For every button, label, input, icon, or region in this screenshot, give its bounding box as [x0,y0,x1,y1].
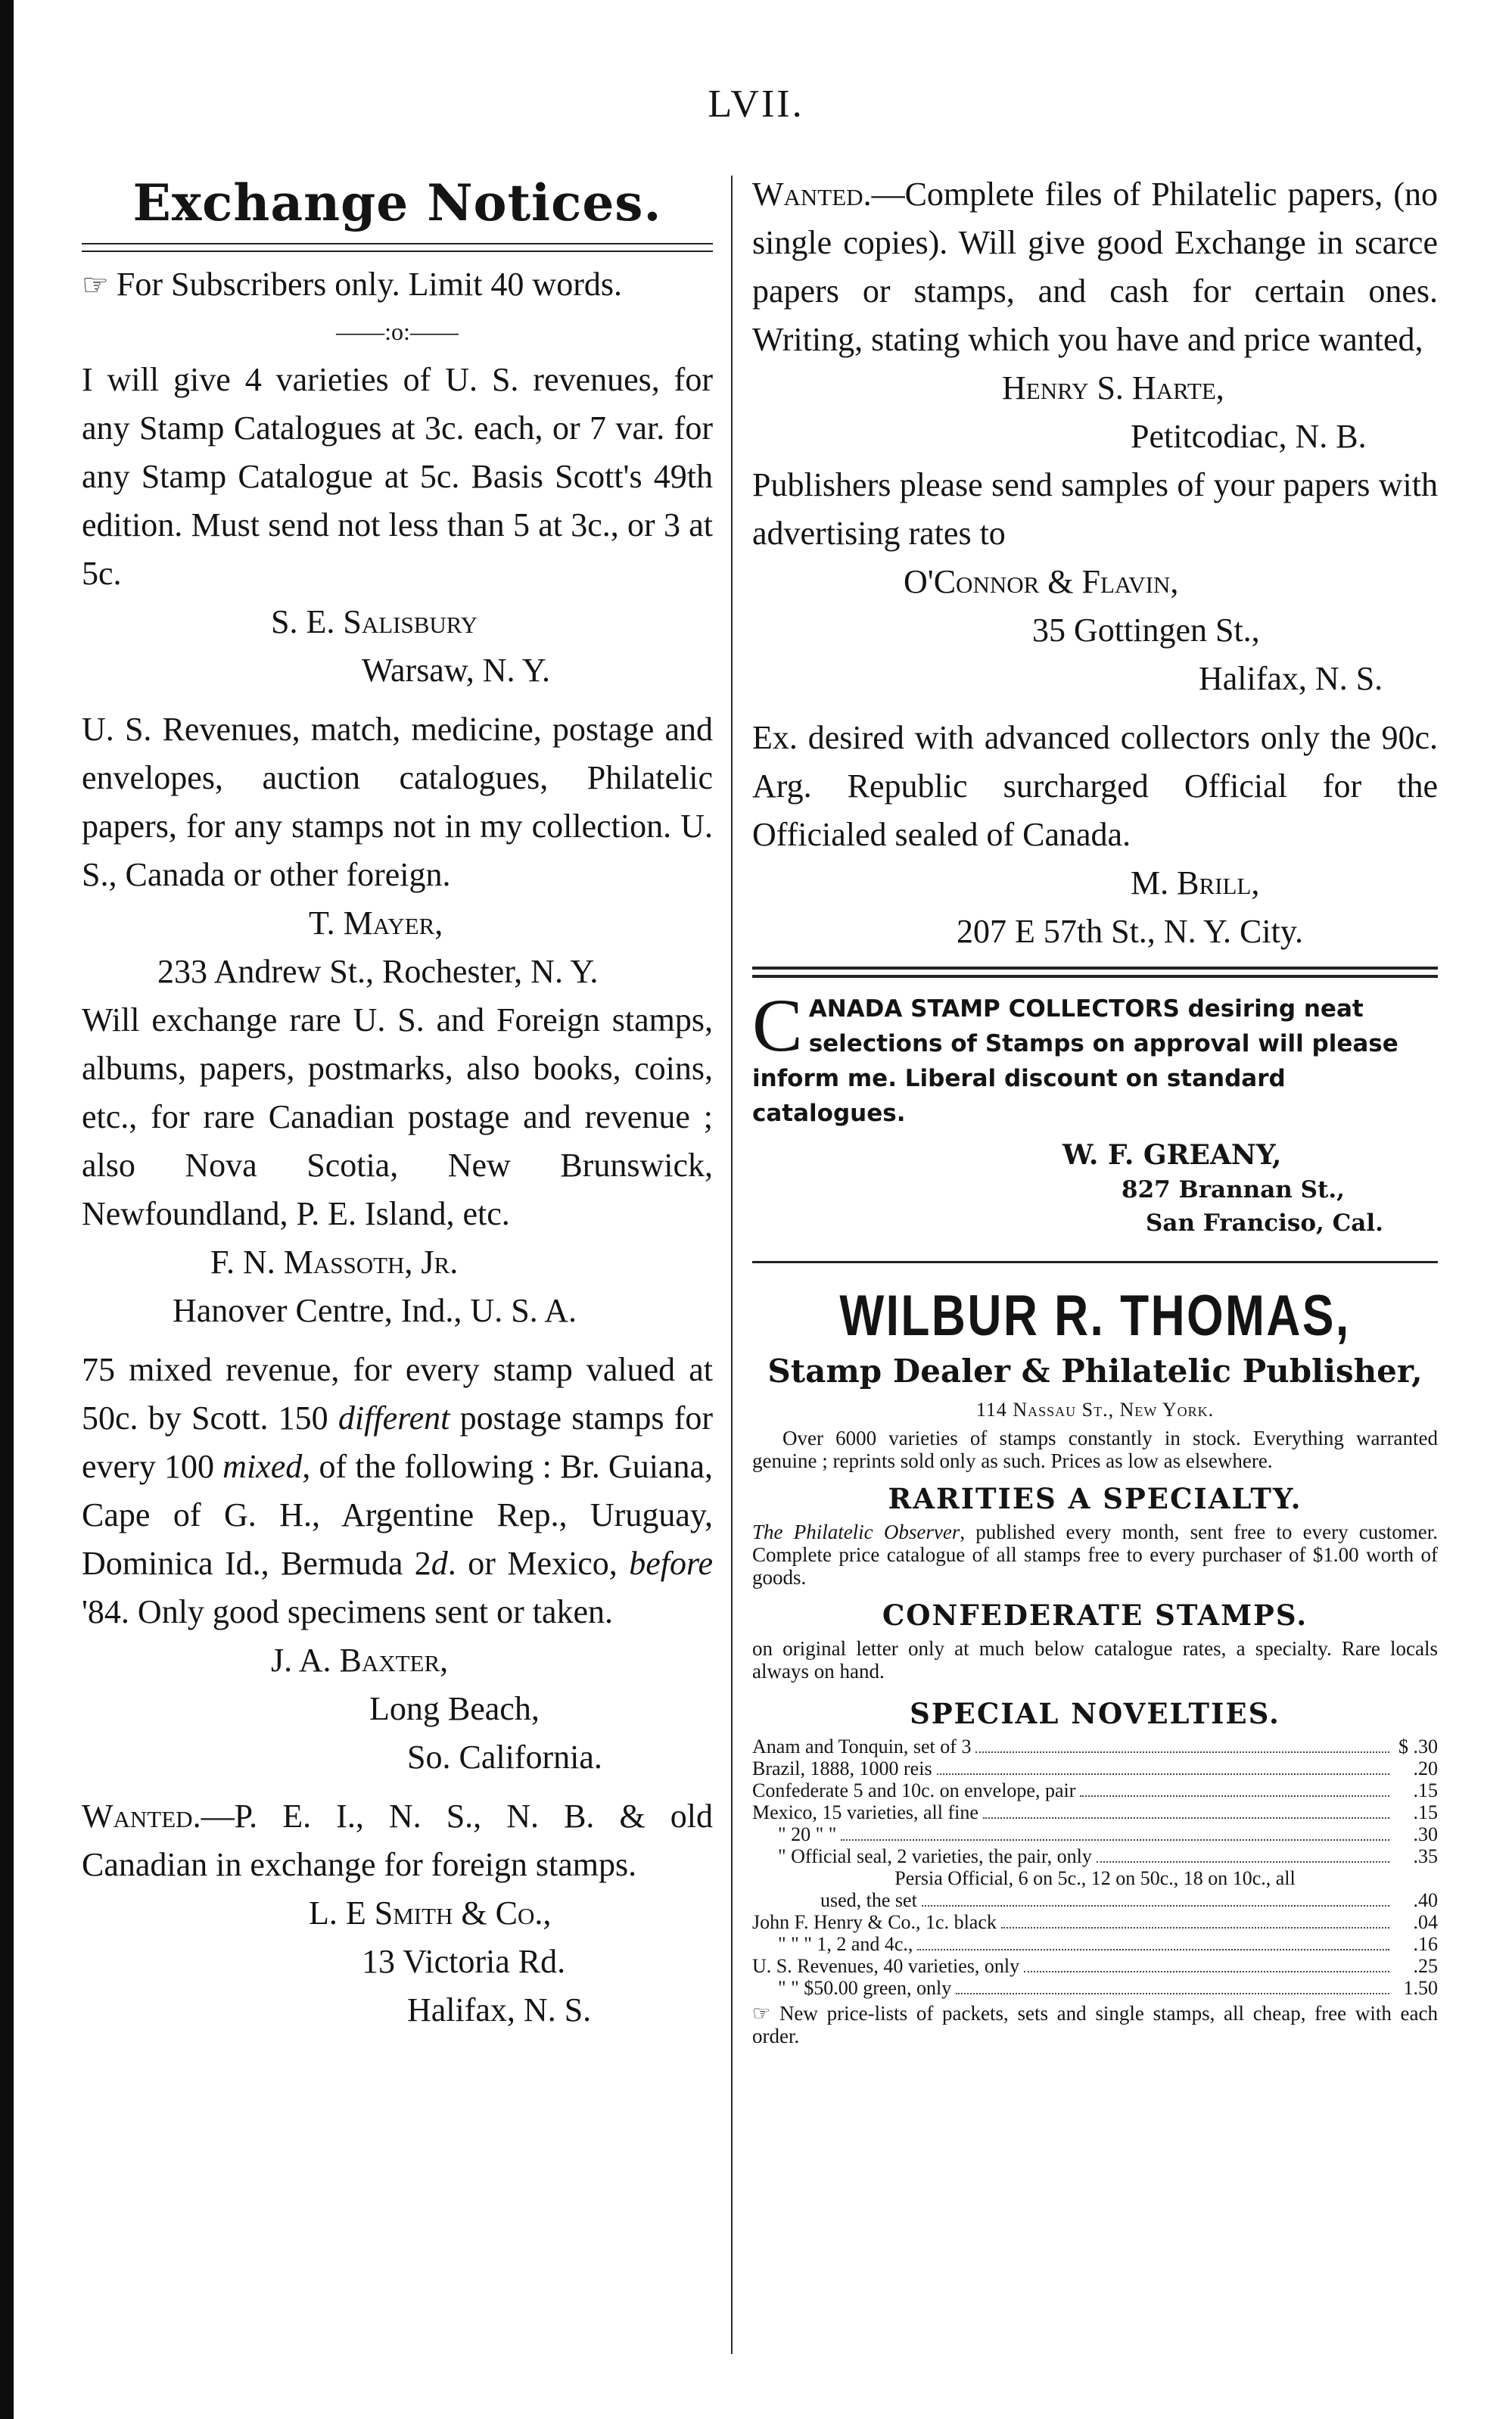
ad-title: WILBUR R. THOMAS, [839,1284,1351,1348]
ad-separator-rule [752,967,1438,978]
notice-name: T. Mayer, [309,904,443,942]
notice-name: S. E. Salisbury [271,603,478,640]
notice-address: Long Beach, [369,1690,540,1727]
left-column [82,170,713,2035]
price-list [752,1736,1438,1999]
notice-text: Will exchange rare U. S. and Foreign stamps, albums, papers, postmarks, also books, coins, etc., for rare Canadian postage and revenue ; also Nova Scotia, New Brunswick, Newfoundland, P. E. Island, etc. [82,1001,713,1232]
ad-heading-novelties: SPECIAL NOVELTIES. [910,1697,1280,1730]
ad-heading-rarities: RARITIES A SPECIALTY. [888,1482,1302,1515]
ad-footer: ☞ New price-lists of packets, sets and single stamps, all cheap, free with each order. [752,2002,1438,2047]
ad-address: San Franciso, Cal. [1146,1210,1383,1237]
ad-address: 114 Nassau St., New York. [975,1399,1215,1421]
page-number: LVII. [708,83,804,126]
notice-address: Hanover Centre, Ind., U. S. A. [173,1292,577,1329]
wilbur-thomas-ad [752,1283,1438,2047]
notice-name: J. A. Baxter, [271,1642,449,1679]
price-row: Confederate 5 and 10c. on envelope, pair .15 [752,1779,1438,1801]
ad-subtitle: Stamp Dealer & Philatelic Publisher, [767,1353,1423,1390]
notice-address: 35 Gottingen St., [1032,612,1260,649]
notice-salisbury [82,356,713,695]
pointing-hand-icon: ☞ [82,268,109,302]
ad-observer-text: The Philatelic Observer, published every month, sent free to every customer. Complete price catalogue of all stamps free to every purchaser of $1.00 worth of goods. [752,1521,1438,1589]
notice-address: So. California. [407,1739,602,1776]
ad-name: W. F. GREANY, [1062,1139,1282,1171]
notice-address: Warsaw, N. Y. [362,652,551,689]
notice-text: Wanted.—Complete files of Philatelic papers, (no single copies). Will give good Exchange in scarce papers or stamps, and cash for certain ones. Writing, stating which you have and price wanted, [752,176,1438,358]
ad-description: Over 6000 varieties of stamps constantly in stock. Everything warranted genuine ; reprints sold only as such. Prices as low as elsewhere. [752,1427,1438,1472]
price-row: used, the set .40 [820,1889,1438,1911]
price-row: Anam and Tonquin, set of 3 $ .30 [752,1736,1438,1757]
notice-harte [752,170,1438,461]
notice-text: 75 mixed revenue, for every stamp valued at 50c. by Scott. 150 different postage stamps for every 100 mixed, of the following : Br. Guiana, Cape of G. H., Argentine Rep., Uruguay, Dominica Id., Bermuda 2d. or Mexico, before '84. Only good specimens sent or taken. [82,1351,714,1630]
ad-confederate-text: on original letter only at much below catalogue rates, a specialty. Rare locals always on hand. [752,1637,1438,1683]
notice-name: F. N. Massoth, Jr. [210,1244,459,1281]
notice-address: 207 E 57th St., N. Y. City. [957,913,1303,950]
subscriber-note [82,263,713,307]
ad-heading-confederate: CONFEDERATE STAMPS. [882,1599,1308,1632]
notice-massoth [82,996,713,1335]
page-edge-bar [0,0,14,2419]
notice-text: Publishers please send samples of your papers with advertising rates to [752,466,1438,552]
price-row: " 20 " " .30 [778,1823,1438,1845]
ad-text: ANADA STAMP COLLECTORS desiring neat selections of Stamps on approval will please inform me. Liberal discount on standard catalogues. [752,995,1398,1127]
notice-baxter [82,1346,713,1782]
notice-address: 233 Andrew St., Rochester, N. Y. [157,953,599,990]
notice-name: Henry S. Harte, [1002,369,1224,406]
price-row: Brazil, 1888, 1000 reis .20 [752,1757,1438,1779]
notice-name: L. E Smith & Co., [309,1894,552,1932]
notice-name: M. Brill, [1131,864,1260,901]
right-column [752,170,1438,2047]
heading-rule [82,243,713,252]
notice-text: U. S. Revenues, match, medicine, postage and envelopes, auction catalogues, Philatelic papers, for any stamps not in my collection. U. S., Canada or other foreign. [82,711,713,893]
notice-name: O'Connor & Flavin, [904,563,1179,600]
notice-address: Petitcodiac, N. B. [1131,418,1367,455]
notice-oconnor [752,461,1438,703]
price-row: " Official seal, 2 varieties, the pair, only .35 [778,1845,1438,1867]
ad-address: 827 Brannan St., [1122,1176,1345,1203]
ad-separator-rule [752,1261,1438,1263]
notice-mayer [82,705,713,996]
canada-collectors-ad [752,983,1438,1131]
subscriber-note-text: For Subscribers only. Limit 40 words. [116,266,622,303]
price-row: Mexico, 15 varieties, all fine .15 [752,1801,1438,1823]
notice-brill [752,714,1438,956]
notice-text: I will give 4 varieties of U. S. revenues, for any Stamp Catalogues at 3c. each, or 7 var. for any Stamp Catalogue at 5c. Basis Scott's 49th edition. Must send not less than 5 at 3c., or 3 at 5c. [82,361,713,592]
notice-text: Wanted.—P. E. I., N. S., N. B. & old Canadian in exchange for foreign stamps. [82,1798,713,1883]
pointing-hand-icon: ☞ [752,2002,771,2025]
price-row: U. S. Revenues, 40 varieties, only .25 [752,1955,1438,1977]
drop-cap: C [752,983,803,1067]
separator-ornament: ——:o:—— [336,318,459,345]
notice-smith [82,1792,713,2035]
column-divider [731,176,733,2354]
price-row-persia: Persia Official, 6 on 5c., 12 on 50c., 18 on 10c., all [894,1867,1296,1889]
notice-address: Halifax, N. S. [407,1991,592,2028]
price-row: John F. Henry & Co., 1c. black .04 [752,1911,1438,1933]
notice-text: Ex. desired with advanced collectors only the 90c. Arg. Republic surcharged Official for the Officialed sealed of Canada. [752,719,1438,853]
price-row: " " " 1, 2 and 4c., .16 [778,1933,1438,1955]
notice-address: 13 Victoria Rd. [362,1943,566,1980]
notice-address: Halifax, N. S. [1199,660,1383,697]
price-row: " " $50.00 green, only 1.50 [778,1977,1438,1999]
section-heading: Exchange Notices. [132,173,662,232]
